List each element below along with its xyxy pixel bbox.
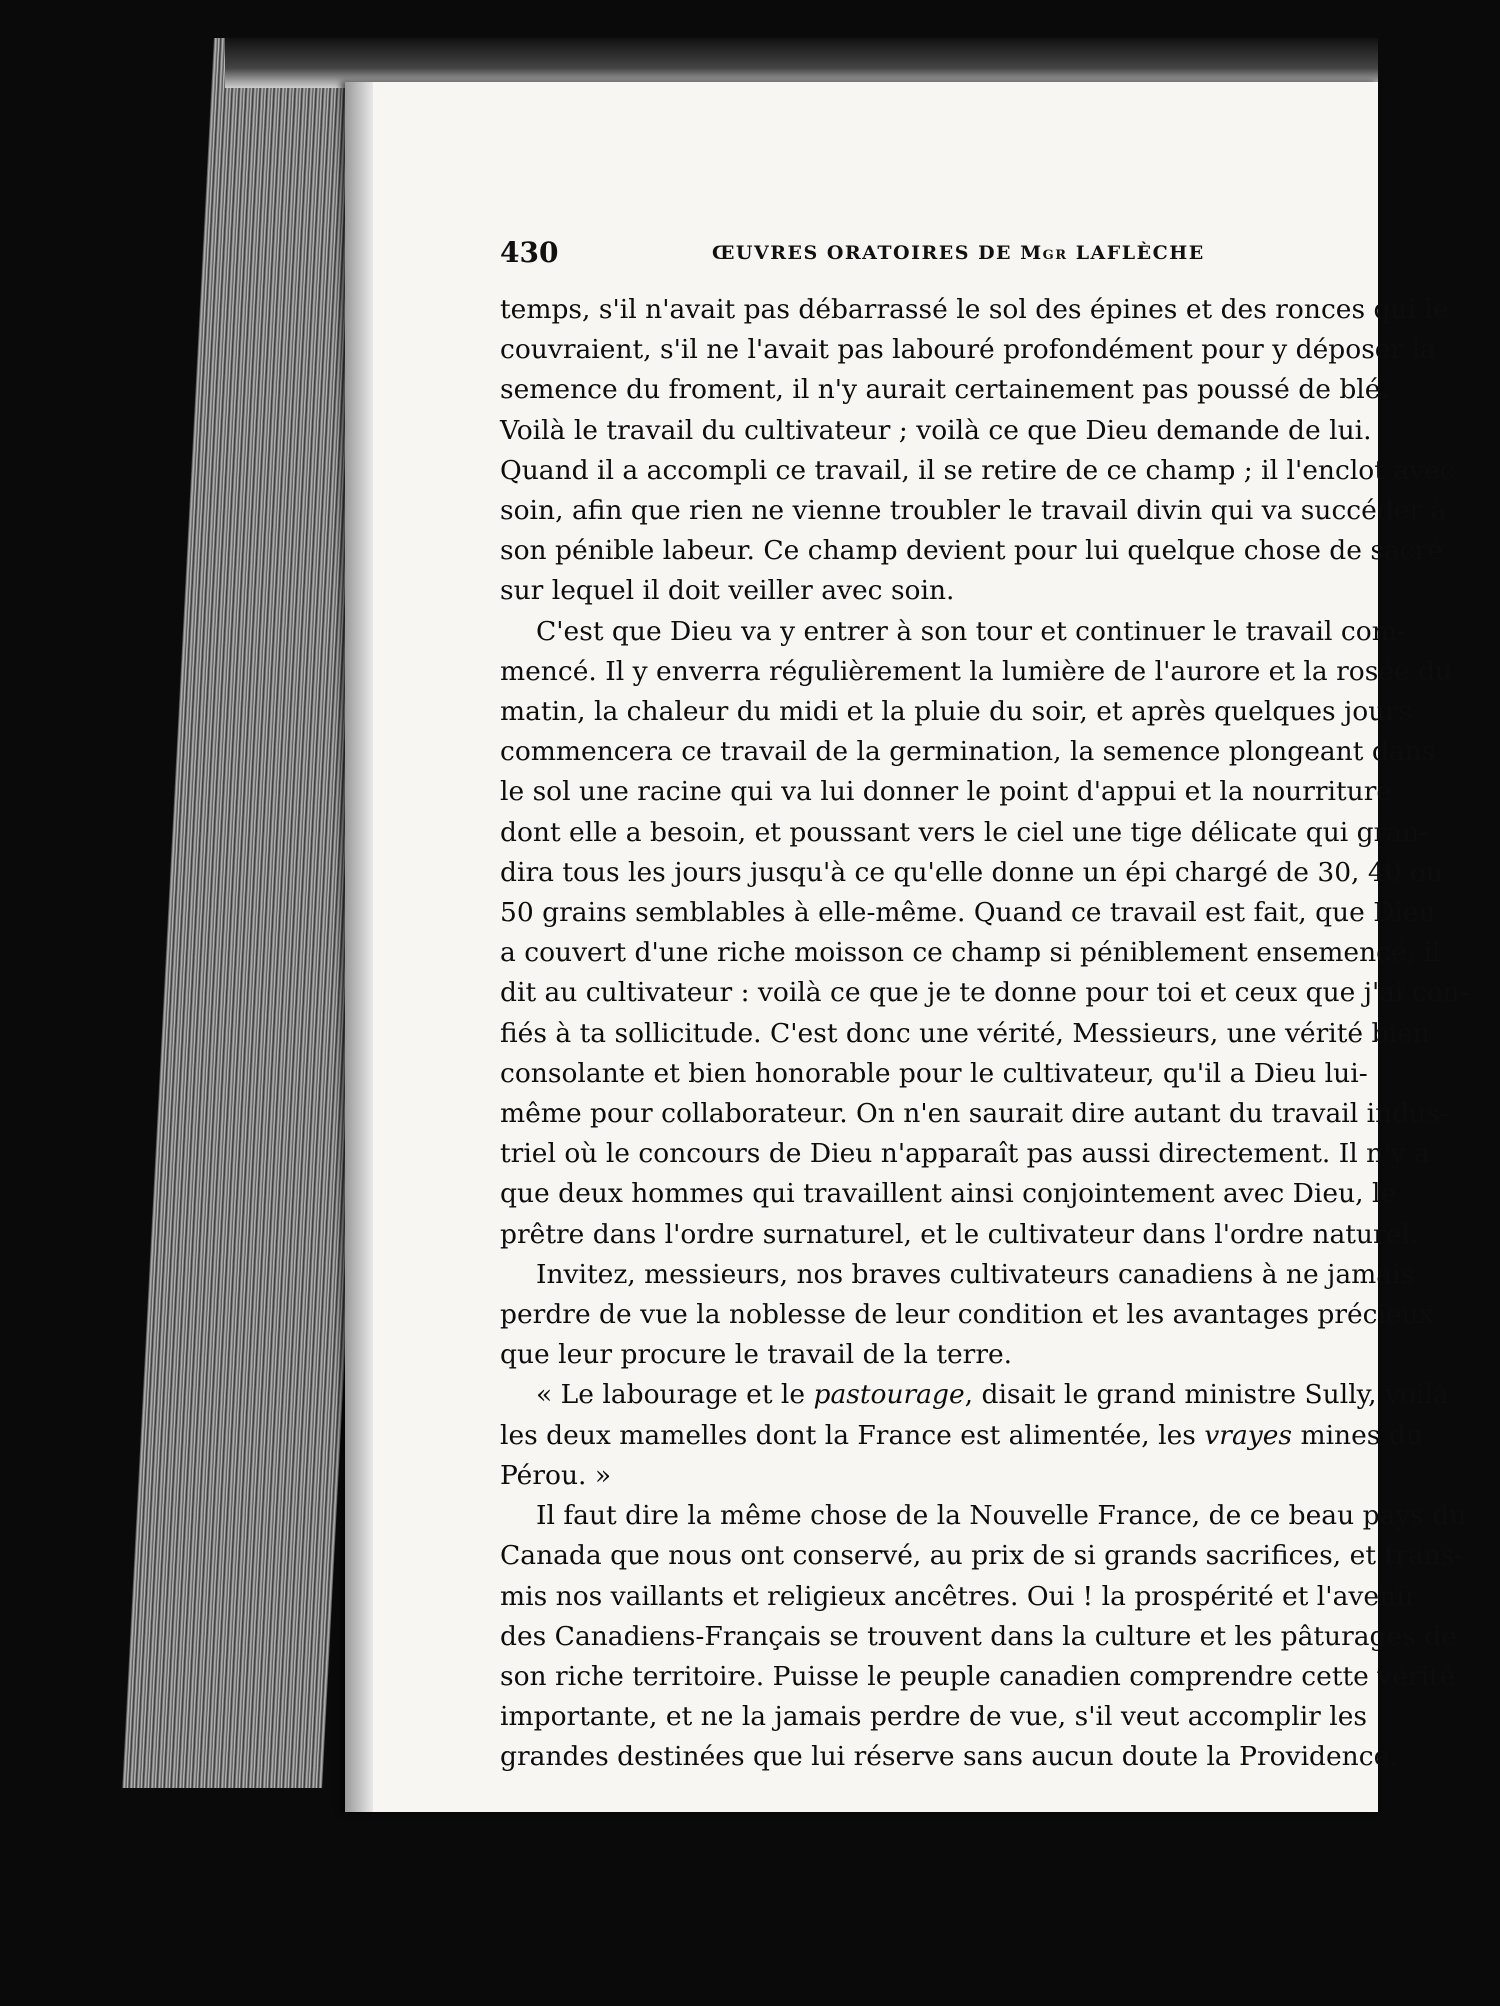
text-line: 50 grains semblables à elle-même. Quand ce travail est fait, que Dieu [500, 897, 1436, 929]
text-line: Il faut dire la même chose de la Nouvelle France, de ce beau pays du [536, 1500, 1467, 1532]
italic-word: pastourage [813, 1379, 965, 1411]
page-number: 430 [500, 236, 559, 269]
text-line: Quand il a accompli ce travail, il se retire de ce champ ; il l'enclot avec [500, 454, 1455, 486]
text-line: importante, et ne la jamais perdre de vue, s'il veut accomplir les [500, 1701, 1368, 1733]
text-line: triel où le concours de Dieu n'apparaît pas aussi directement. Il n'y a [500, 1138, 1430, 1170]
text-line: perdre de vue la noblesse de leur condition et les avantages précieux [500, 1299, 1434, 1331]
text-line: C'est que Dieu va y entrer à son tour et continuer le travail com- [536, 615, 1406, 647]
book-top-edge [225, 38, 1378, 88]
text-line: même pour collaborateur. On n'en saurait dire autant du travail indus- [500, 1098, 1449, 1130]
text-line: Canada que nous ont conservé, au prix de si grands sacrifices, et trans- [500, 1540, 1464, 1572]
text-line: grandes destinées que lui réserve sans aucun doute la Providence. [500, 1741, 1398, 1773]
text-line: mis nos vaillants et religieux ancêtres. Oui ! la prospérité et l'avenir [500, 1580, 1418, 1612]
text-line: son riche territoire. Puisse le peuple canadien comprendre cette vérité [500, 1660, 1456, 1692]
text-line: temps, s'il n'avait pas débarrassé le sol des épines et des ronces qui le [500, 294, 1449, 325]
text-line: des Canadiens-Français se trouvent dans la culture et les pâturages de [500, 1620, 1457, 1652]
text-line: matin, la chaleur du midi et la pluie du soir, et après quelques jours [500, 696, 1412, 728]
running-title: ŒUVRES ORATOIRES DE Mgr LAFLÈCHE [712, 242, 1205, 264]
page-gutter [345, 82, 373, 1812]
text-line: dit au cultivateur : voilà ce que je te donne pour toi et ceux que j'ai con- [500, 977, 1469, 1009]
text-line: soin, afin que rien ne vienne troubler le travail divin qui va succéder à [500, 495, 1447, 527]
text-line: couvraient, s'il ne l'avait pas labouré profondément pour y déposer la [500, 334, 1436, 366]
text-line: consolante et bien honorable pour le cultivateur, qu'il a Dieu lui- [500, 1057, 1368, 1089]
text-line: a couvert d'une riche moisson ce champ si péniblement ensemencé, il [500, 937, 1441, 969]
text-line: commencera ce travail de la germination, la semence plongeant dans [500, 736, 1436, 768]
text-line: Voilà le travail du cultivateur ; voilà ce que Dieu demande de lui. [500, 414, 1372, 446]
text-line: semence du froment, il n'y aurait certainement pas poussé de blé. [500, 374, 1389, 406]
text-line: Invitez, messieurs, nos braves cultivateurs canadiens à ne jamais [536, 1258, 1415, 1290]
text-line: que deux hommes qui travaillent ainsi conjointement avec Dieu, le [500, 1178, 1397, 1210]
text-line: le sol une racine qui va lui donner le point d'appui et la nourriture [500, 776, 1393, 808]
text-line: son pénible labeur. Ce champ devient pour lui quelque chose de sacré [500, 535, 1443, 567]
text-line: « Le labourage et le pastourage, disait le grand ministre Sully, voilà [536, 1379, 1449, 1411]
text-line: dira tous les jours jusqu'à ce qu'elle donne un épi chargé de 30, 40 ou [500, 856, 1444, 888]
text-line: les deux mamelles dont la France est alimentée, les vrayes mines du [500, 1419, 1423, 1451]
running-head [500, 236, 1378, 276]
text-line: Pérou. » [500, 1459, 612, 1491]
body-text [500, 290, 1500, 1778]
text-line: que leur procure le travail de la terre. [500, 1339, 1013, 1371]
text-line: sur lequel il doit veiller avec soin. [500, 575, 955, 607]
italic-word: vrayes [1204, 1419, 1293, 1451]
text-line: fiés à ta sollicitude. C'est donc une vérité, Messieurs, une vérité bien [500, 1017, 1430, 1049]
text-line: mencé. Il y enverra régulièrement la lumière de l'aurore et la rosée du [500, 655, 1453, 687]
text-line: dont elle a besoin, et poussant vers le ciel une tige délicate qui gran- [500, 816, 1429, 848]
text-line: prêtre dans l'ordre surnaturel, et le cultivateur dans l'ordre naturel. [500, 1218, 1419, 1250]
